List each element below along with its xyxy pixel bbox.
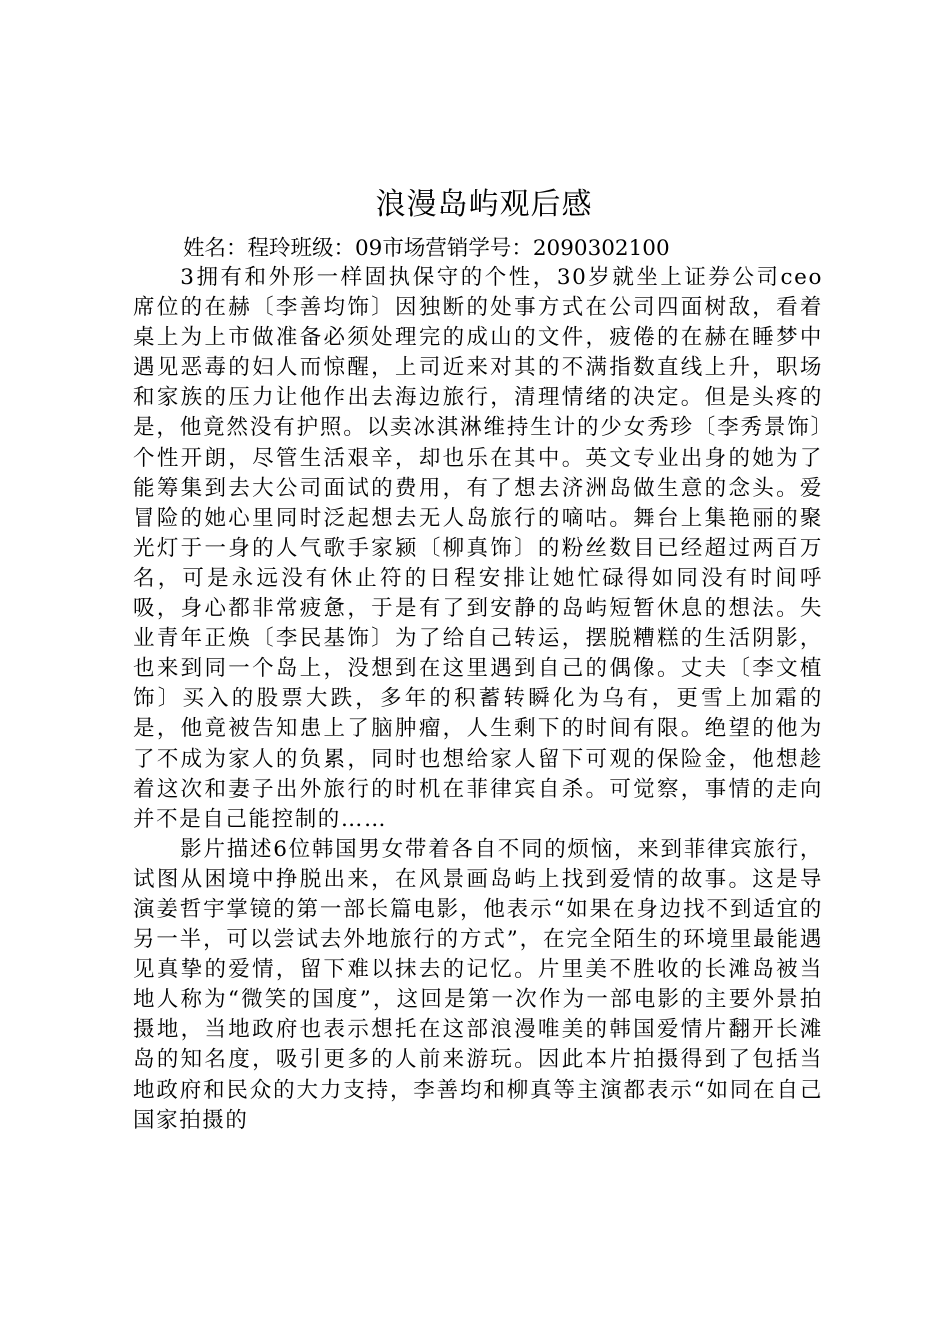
document-title: 浪漫岛屿观后感	[375, 187, 593, 222]
body-paragraph: 影片描述6位韩国男女带着各自不同的烦恼，来到菲律宾旅行，试图从困境中挣脱出来，在风景画岛屿上找到爱情的故事。这是导演姜哲宇掌镜的第一部长篇电影，他表示“如果在身边找不到适宜的另一半，可以尝试去外地旅行的方式”，在完全陌生的环境里最能遇见真挚的爱情，留下难以抹去的记忆。片里美不胜收的长滩岛被当地人称为“微笑的国度”，这回是第一次作为一部电影的主要外景拍摄地，当地政府也表示想托在这部浪漫唯美的韩国爱情片翻开长滩岛的知名度，吸引更多的人前来游玩。因此本片拍摄得到了包括当地政府和民众的大力支持，李善均和柳真等主演都表示“如同在自己国家拍摄的	[133, 836, 823, 1133]
author-info-line: 姓名：程玲班级：09市场营销学号：2090302100	[183, 236, 670, 261]
body-paragraph: 3拥有和外形一样固执保守的个性，30岁就坐上证券公司ceo席位的在赫〔李善均饰〕因独断的处事方式在公司四面树敌，看着桌上为上市做准备必须处理完的成山的文件，疲倦的在赫在睡梦中遇见恶毒的妇人而惊醒，上司近来对其的不满指数直线上升，职场和家族的压力让他作出去海边旅行，清理情绪的决定。但是头疼的是，他竟然没有护照。以卖冰淇淋维持生计的少女秀珍〔李秀景饰〕个性开朗，尽管生活艰辛，却也乐在其中。英文专业出身的她为了能筹集到去大公司面试的费用，有了想去济洲岛做生意的念头。爱冒险的她心里同时泛起想去无人岛旅行的嘀咕。舞台上集艳丽的聚光灯于一身的人气歌手家颍〔柳真饰〕的粉丝数目已经超过两百万名，可是永远没有休止符的日程安排让她忙碌得如同没有时间呼吸，身心都非常疲惫，于是有了到安静的岛屿短暂休息的想法。失业青年正焕〔李民基饰〕为了给自己转运，摆脱糟糕的生活阴影，也来到同一个岛上，没想到在这里遇到自己的偶像。丈夫〔李文植饰〕买入的股票大跌，多年的积蓄转瞬化为乌有，更雪上加霜的是，他竟被告知患上了脑肿瘤，人生剩下的时间有限。绝望的他为了不成为家人的负累，同时也想给家人留下可观的保险金，他想趁着这次和妻子出外旅行的时机在菲律宾自杀。可觉察，事情的走向并不是自己能控制的……	[133, 265, 823, 832]
document-body	[133, 263, 823, 1136]
